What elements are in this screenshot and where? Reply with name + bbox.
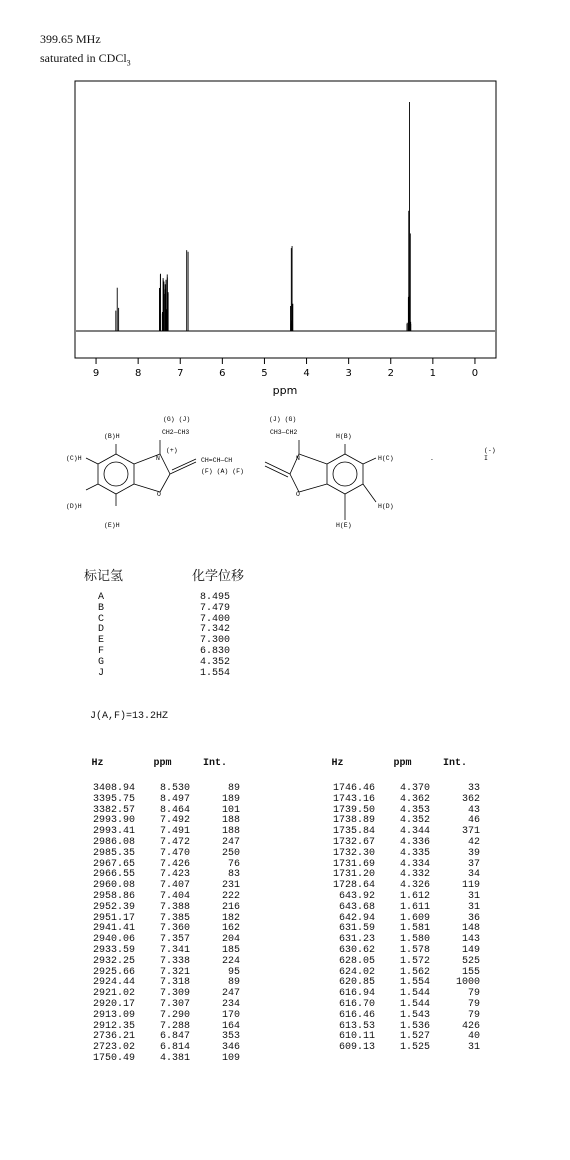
cell-ppm: 8.497 (159, 793, 190, 805)
table-row (60, 892, 240, 903)
table-row (60, 795, 240, 806)
cell-hz: 3395.75 (92, 793, 135, 805)
cell-ppm: 7.309 (159, 988, 190, 1000)
cell-int: 353 (221, 1031, 240, 1043)
peak-table-right (300, 758, 480, 1054)
x-tick-label: 5 (261, 368, 268, 379)
assignment-labels (98, 593, 104, 679)
assignment-label: J (98, 667, 105, 679)
x-tick-label: 7 (177, 368, 184, 379)
cell-hz: 2993.41 (92, 826, 135, 838)
table-row (300, 849, 480, 860)
bond-ch-left (86, 458, 98, 464)
cell-ppm: 6.847 (159, 1031, 190, 1043)
cell-ppm: 7.288 (159, 1020, 190, 1032)
cell-ppm: 7.318 (159, 977, 190, 989)
atom-o-right: O (296, 491, 300, 498)
cell-int: 182 (221, 912, 240, 924)
cell-ppm: 8.530 (159, 783, 190, 794)
table-row (300, 914, 480, 925)
table-row (60, 860, 240, 871)
x-tick-label: 8 (134, 368, 142, 379)
assignment-shift: 7.300 (200, 635, 231, 647)
col-ppm: ppm (153, 758, 172, 769)
assignment-label: E (98, 635, 105, 647)
cell-int: 40 (467, 1031, 480, 1043)
cell-ppm: 1.580 (399, 934, 430, 946)
cell-int: 43 (467, 804, 480, 816)
assignment-shifts (200, 593, 230, 679)
cell-hz: 613.53 (338, 1020, 375, 1032)
assignment-label: G (98, 656, 105, 668)
cell-hz: 1743.16 (332, 793, 375, 805)
cell-hz: 2941.41 (92, 923, 135, 935)
cell-ppm: 7.491 (159, 826, 190, 838)
assignment-shift: 7.400 (200, 613, 231, 625)
table-row (60, 849, 240, 860)
cell-hz: 2986.08 (92, 836, 135, 848)
cell-int: 247 (221, 836, 240, 848)
table-row (60, 1032, 240, 1043)
cell-int: 426 (461, 1020, 480, 1032)
cell-ppm: 1.609 (399, 912, 430, 924)
table-row (300, 957, 480, 968)
table-row (60, 946, 240, 957)
cell-int: 34 (467, 869, 480, 881)
cell-ppm: 4.353 (399, 804, 430, 816)
cell-int: 224 (221, 955, 240, 967)
cell-ppm: 1.554 (399, 977, 430, 989)
cell-int: 189 (221, 793, 240, 805)
cell-int: 109 (221, 1052, 240, 1064)
table-row (300, 1043, 480, 1054)
cell-ppm: 1.612 (399, 890, 430, 902)
atom-n-left: N (156, 455, 160, 462)
cell-hz: 1728.64 (332, 880, 375, 892)
assignment-label: C (98, 613, 105, 625)
table-row (300, 892, 480, 903)
cell-hz: 2960.08 (92, 880, 135, 892)
cell-hz: 624.02 (338, 966, 375, 978)
cell-int: 79 (467, 998, 480, 1010)
right-ring-aromatic-circle (333, 462, 357, 486)
cell-int: 31 (467, 1042, 480, 1054)
peak-table-left (60, 758, 240, 1065)
table-row (60, 1054, 240, 1065)
table-row (300, 860, 480, 871)
cell-ppm: 7.423 (159, 869, 190, 881)
cell-int: 231 (221, 880, 240, 892)
cell-ppm: 1.544 (399, 988, 430, 1000)
cell-hz: 2925.66 (92, 966, 135, 978)
cell-int: 39 (467, 847, 480, 859)
table-row (300, 806, 480, 817)
cell-hz: 2723.02 (92, 1042, 135, 1054)
table-row (60, 838, 240, 849)
cell-int: 37 (467, 858, 480, 870)
x-tick-label: 3 (345, 368, 352, 379)
cell-hz: 643.68 (338, 901, 375, 913)
assignment-header-label: 标记氢 (84, 569, 124, 584)
cell-int: 164 (221, 1020, 240, 1032)
assignment-shift: 8.495 (200, 592, 231, 603)
iodide-charge: (-) (484, 447, 496, 454)
cell-int: 148 (461, 923, 480, 935)
table-row (300, 1032, 480, 1043)
cell-hz: 2913.09 (92, 1009, 135, 1021)
left-oxazole-ring (134, 454, 170, 492)
cell-hz: 2993.90 (92, 815, 135, 827)
table-row (60, 957, 240, 968)
cell-ppm: 1.611 (399, 901, 430, 913)
x-tick-label: 1 (429, 368, 437, 379)
cell-hz: 609.13 (338, 1042, 375, 1054)
cell-ppm: 7.492 (159, 815, 190, 827)
assignment-header-shift: 化学位移 (192, 569, 245, 584)
table-row (300, 989, 480, 1000)
cell-ppm: 7.307 (159, 998, 190, 1010)
cell-ppm: 4.381 (159, 1052, 190, 1064)
cell-ppm: 7.404 (159, 890, 190, 902)
cell-int: 36 (467, 912, 480, 924)
ethyl-left: CH2—CH3 (162, 429, 190, 436)
cell-ppm: 1.525 (399, 1042, 430, 1054)
x-tick-label: 4 (303, 368, 310, 379)
cell-hz: 2932.25 (92, 955, 135, 967)
cell-ppm: 1.543 (399, 1009, 430, 1021)
table-row (300, 784, 480, 795)
col-int: Int. (202, 758, 227, 769)
cell-ppm: 4.336 (399, 836, 430, 848)
x-tick-label: 2 (387, 368, 394, 379)
cell-int: 346 (221, 1042, 240, 1054)
cell-int: 83 (227, 869, 240, 881)
cell-ppm: 8.464 (159, 804, 190, 816)
cell-ppm: 7.385 (159, 912, 190, 924)
x-tick-label: 0 (471, 368, 479, 379)
iodide-ion: I (484, 455, 488, 462)
cell-ppm: 4.362 (399, 793, 430, 805)
cell-int: 222 (221, 890, 240, 902)
bond-hc-right (363, 458, 376, 464)
table-row (300, 903, 480, 914)
cell-ppm: 1.562 (399, 966, 430, 978)
cell-hz: 1735.84 (332, 826, 375, 838)
label-g-j-left: (G) (J) (163, 416, 191, 423)
atom-n-right: N (296, 455, 300, 462)
cell-int: 46 (467, 815, 480, 827)
cell-int: 204 (221, 934, 240, 946)
cell-hz: 2736.21 (92, 1031, 135, 1043)
cell-int: 89 (227, 977, 240, 989)
atom-he-right: H(E) (336, 522, 352, 529)
cell-hz: 2933.59 (92, 944, 135, 956)
chain-labels: (F) (A) (F) (201, 468, 244, 475)
cell-ppm: 4.352 (399, 815, 430, 827)
table-row (300, 827, 480, 838)
cell-ppm: 7.407 (159, 880, 190, 892)
cell-hz: 2952.39 (92, 901, 135, 913)
cell-hz: 1746.46 (332, 783, 375, 794)
cell-int: 162 (221, 923, 240, 935)
cell-hz: 2921.02 (92, 988, 135, 1000)
cell-int: 79 (467, 1009, 480, 1021)
cell-ppm: 1.544 (399, 998, 430, 1010)
cell-hz: 643.92 (338, 890, 375, 902)
cell-int: 362 (461, 793, 480, 805)
table-row (60, 784, 240, 795)
table-row (60, 978, 240, 989)
assignment-label: A (98, 592, 105, 603)
cell-ppm: 7.338 (159, 955, 190, 967)
cell-int: 525 (461, 955, 480, 967)
positive-charge: (+) (166, 447, 178, 454)
table-row (300, 1000, 480, 1011)
cell-hz: 620.85 (338, 977, 375, 989)
structure-bonds (86, 440, 376, 520)
cell-hz: 1750.49 (92, 1052, 135, 1064)
assignment-shift: 6.830 (200, 645, 231, 657)
table-row (60, 989, 240, 1000)
cell-ppm: 7.357 (159, 934, 190, 946)
cell-int: 42 (467, 836, 480, 848)
cell-int: 149 (461, 944, 480, 956)
cell-hz: 2958.86 (92, 890, 135, 902)
table-row (60, 827, 240, 838)
cell-hz: 1731.20 (332, 869, 375, 881)
cell-int: 250 (221, 847, 240, 859)
cell-int: 185 (221, 944, 240, 956)
left-ring-aromatic-circle (104, 462, 128, 486)
atom-dh-left: (D)H (66, 503, 82, 510)
cell-int: 234 (221, 998, 240, 1010)
cell-ppm: 4.334 (399, 858, 430, 870)
cell-hz: 631.59 (338, 923, 375, 935)
cell-int: 79 (467, 988, 480, 1000)
col-ppm: ppm (393, 758, 412, 769)
col-hz: Hz (331, 758, 344, 769)
table-row (300, 1011, 480, 1022)
cell-ppm: 7.470 (159, 847, 190, 859)
cell-int: 170 (221, 1009, 240, 1021)
cell-int: 188 (221, 815, 240, 827)
cell-hz: 628.05 (338, 955, 375, 967)
cell-int: 33 (467, 783, 480, 794)
table-row (300, 924, 480, 935)
assignment-label: B (98, 602, 105, 614)
bond-dh-left (86, 484, 98, 490)
cell-int: 31 (467, 901, 480, 913)
cell-hz: 1739.50 (332, 804, 375, 816)
left-benzene-ring (98, 454, 134, 494)
cell-hz: 1732.67 (332, 836, 375, 848)
cell-int: 247 (221, 988, 240, 1000)
atom-hb-right: H(B) (336, 433, 352, 440)
table-row (300, 838, 480, 849)
atom-bh-left: (B)H (104, 433, 120, 440)
cell-int: 31 (467, 890, 480, 902)
cell-hz: 616.94 (338, 988, 375, 1000)
right-benzene-ring (327, 454, 363, 494)
assignment-shift: 7.479 (200, 602, 231, 614)
cell-ppm: 1.527 (399, 1031, 430, 1043)
cell-ppm: 7.341 (159, 944, 190, 956)
assignment-shift: 7.342 (200, 624, 231, 636)
table-row (300, 935, 480, 946)
cell-ppm: 1.572 (399, 955, 430, 967)
cell-ppm: 4.344 (399, 826, 430, 838)
cell-ppm: 1.536 (399, 1020, 430, 1032)
cell-int: 1000 (455, 977, 480, 989)
cell-int: 119 (461, 880, 480, 892)
col-hz: Hz (91, 758, 104, 769)
atom-hd-right: H(D) (378, 503, 394, 510)
coupling-constant: J(A,F)=13.2HZ (90, 711, 169, 722)
bond-chain-left (170, 462, 196, 474)
cell-ppm: 7.321 (159, 966, 190, 978)
cell-hz: 630.62 (338, 944, 375, 956)
table-row (60, 881, 240, 892)
cell-ppm: 4.335 (399, 847, 430, 859)
cell-ppm: 1.578 (399, 944, 430, 956)
cell-ppm: 7.472 (159, 836, 190, 848)
col-int: Int. (442, 758, 467, 769)
label-j-g-right: (J) (G) (269, 416, 297, 423)
cell-int: 155 (461, 966, 480, 978)
cell-hz: 642.94 (338, 912, 375, 924)
cell-int: 371 (461, 826, 480, 838)
cell-hz: 631.23 (338, 934, 375, 946)
table-row (60, 914, 240, 925)
x-tick-label: 9 (92, 368, 100, 379)
cell-int: 101 (221, 804, 240, 816)
cell-hz: 2985.35 (92, 847, 135, 859)
table-row (60, 1022, 240, 1033)
table-row (300, 870, 480, 881)
table-row (300, 795, 480, 806)
cell-int: 95 (227, 966, 240, 978)
atom-o-left: O (157, 491, 161, 498)
cell-ppm: 4.326 (399, 880, 430, 892)
methine-chain: CH=CH—CH (201, 457, 233, 464)
cell-hz: 2940.06 (92, 934, 135, 946)
solvent-subscript: 3 (126, 58, 131, 68)
cell-hz: 2951.17 (92, 912, 135, 924)
table-row (300, 1022, 480, 1033)
cell-hz: 2920.17 (92, 998, 135, 1010)
table-row (60, 903, 240, 914)
cell-ppm: 7.388 (159, 901, 190, 913)
atom-eh-left: (E)H (104, 522, 120, 529)
table-row (60, 935, 240, 946)
atom-hc-right: H(C) (378, 455, 394, 462)
cell-int: 143 (461, 934, 480, 946)
salt-dot: . (430, 455, 434, 462)
table-row (60, 924, 240, 935)
assignment-shift: 4.352 (200, 656, 231, 668)
table-row (300, 881, 480, 892)
bond-hd-right (363, 484, 376, 502)
table-row (300, 968, 480, 979)
x-tick-label: 6 (219, 368, 226, 379)
cell-hz: 616.70 (338, 998, 375, 1010)
cell-ppm: 7.426 (159, 858, 190, 870)
cell-int: 89 (227, 783, 240, 794)
cell-ppm: 4.332 (399, 869, 430, 881)
molecule-structure (0, 0, 570, 560)
cell-ppm: 6.814 (159, 1042, 190, 1054)
cell-hz: 616.46 (338, 1009, 375, 1021)
table-row (60, 1011, 240, 1022)
ethyl-right: CH3—CH2 (270, 429, 298, 436)
cell-hz: 2967.65 (92, 858, 135, 870)
cell-int: 216 (221, 901, 240, 913)
cell-hz: 1738.89 (332, 815, 375, 827)
cell-ppm: 7.290 (159, 1009, 190, 1021)
table-row (60, 816, 240, 827)
table-row (60, 1000, 240, 1011)
frequency-label: 399.65 MHz (40, 32, 101, 46)
table-row (60, 806, 240, 817)
assignment-shift: 1.554 (200, 667, 231, 679)
cell-hz: 3382.57 (92, 804, 135, 816)
table-row (300, 946, 480, 957)
cell-hz: 2966.55 (92, 869, 135, 881)
table-row (60, 1043, 240, 1054)
table-row (300, 816, 480, 827)
x-axis-label: ppm (272, 384, 298, 397)
cell-ppm: 1.581 (399, 923, 430, 935)
cell-int: 76 (227, 858, 240, 870)
table-row (60, 968, 240, 979)
solvent-text: saturated in CDCl (40, 51, 127, 65)
table-row (300, 978, 480, 989)
cell-int: 188 (221, 826, 240, 838)
cell-hz: 1731.69 (332, 858, 375, 870)
bond-chain-left-double (172, 459, 196, 470)
cell-ppm: 7.360 (159, 923, 190, 935)
cell-hz: 3408.94 (92, 783, 135, 794)
assignment-label: F (98, 645, 105, 657)
cell-ppm: 4.370 (399, 783, 430, 794)
atom-ch-left: (C)H (66, 455, 82, 462)
table-row (60, 870, 240, 881)
cell-hz: 1732.30 (332, 847, 375, 859)
cell-hz: 610.11 (338, 1031, 375, 1043)
cell-hz: 2912.35 (92, 1020, 135, 1032)
assignment-label: D (98, 624, 105, 636)
cell-hz: 2924.44 (92, 977, 135, 989)
